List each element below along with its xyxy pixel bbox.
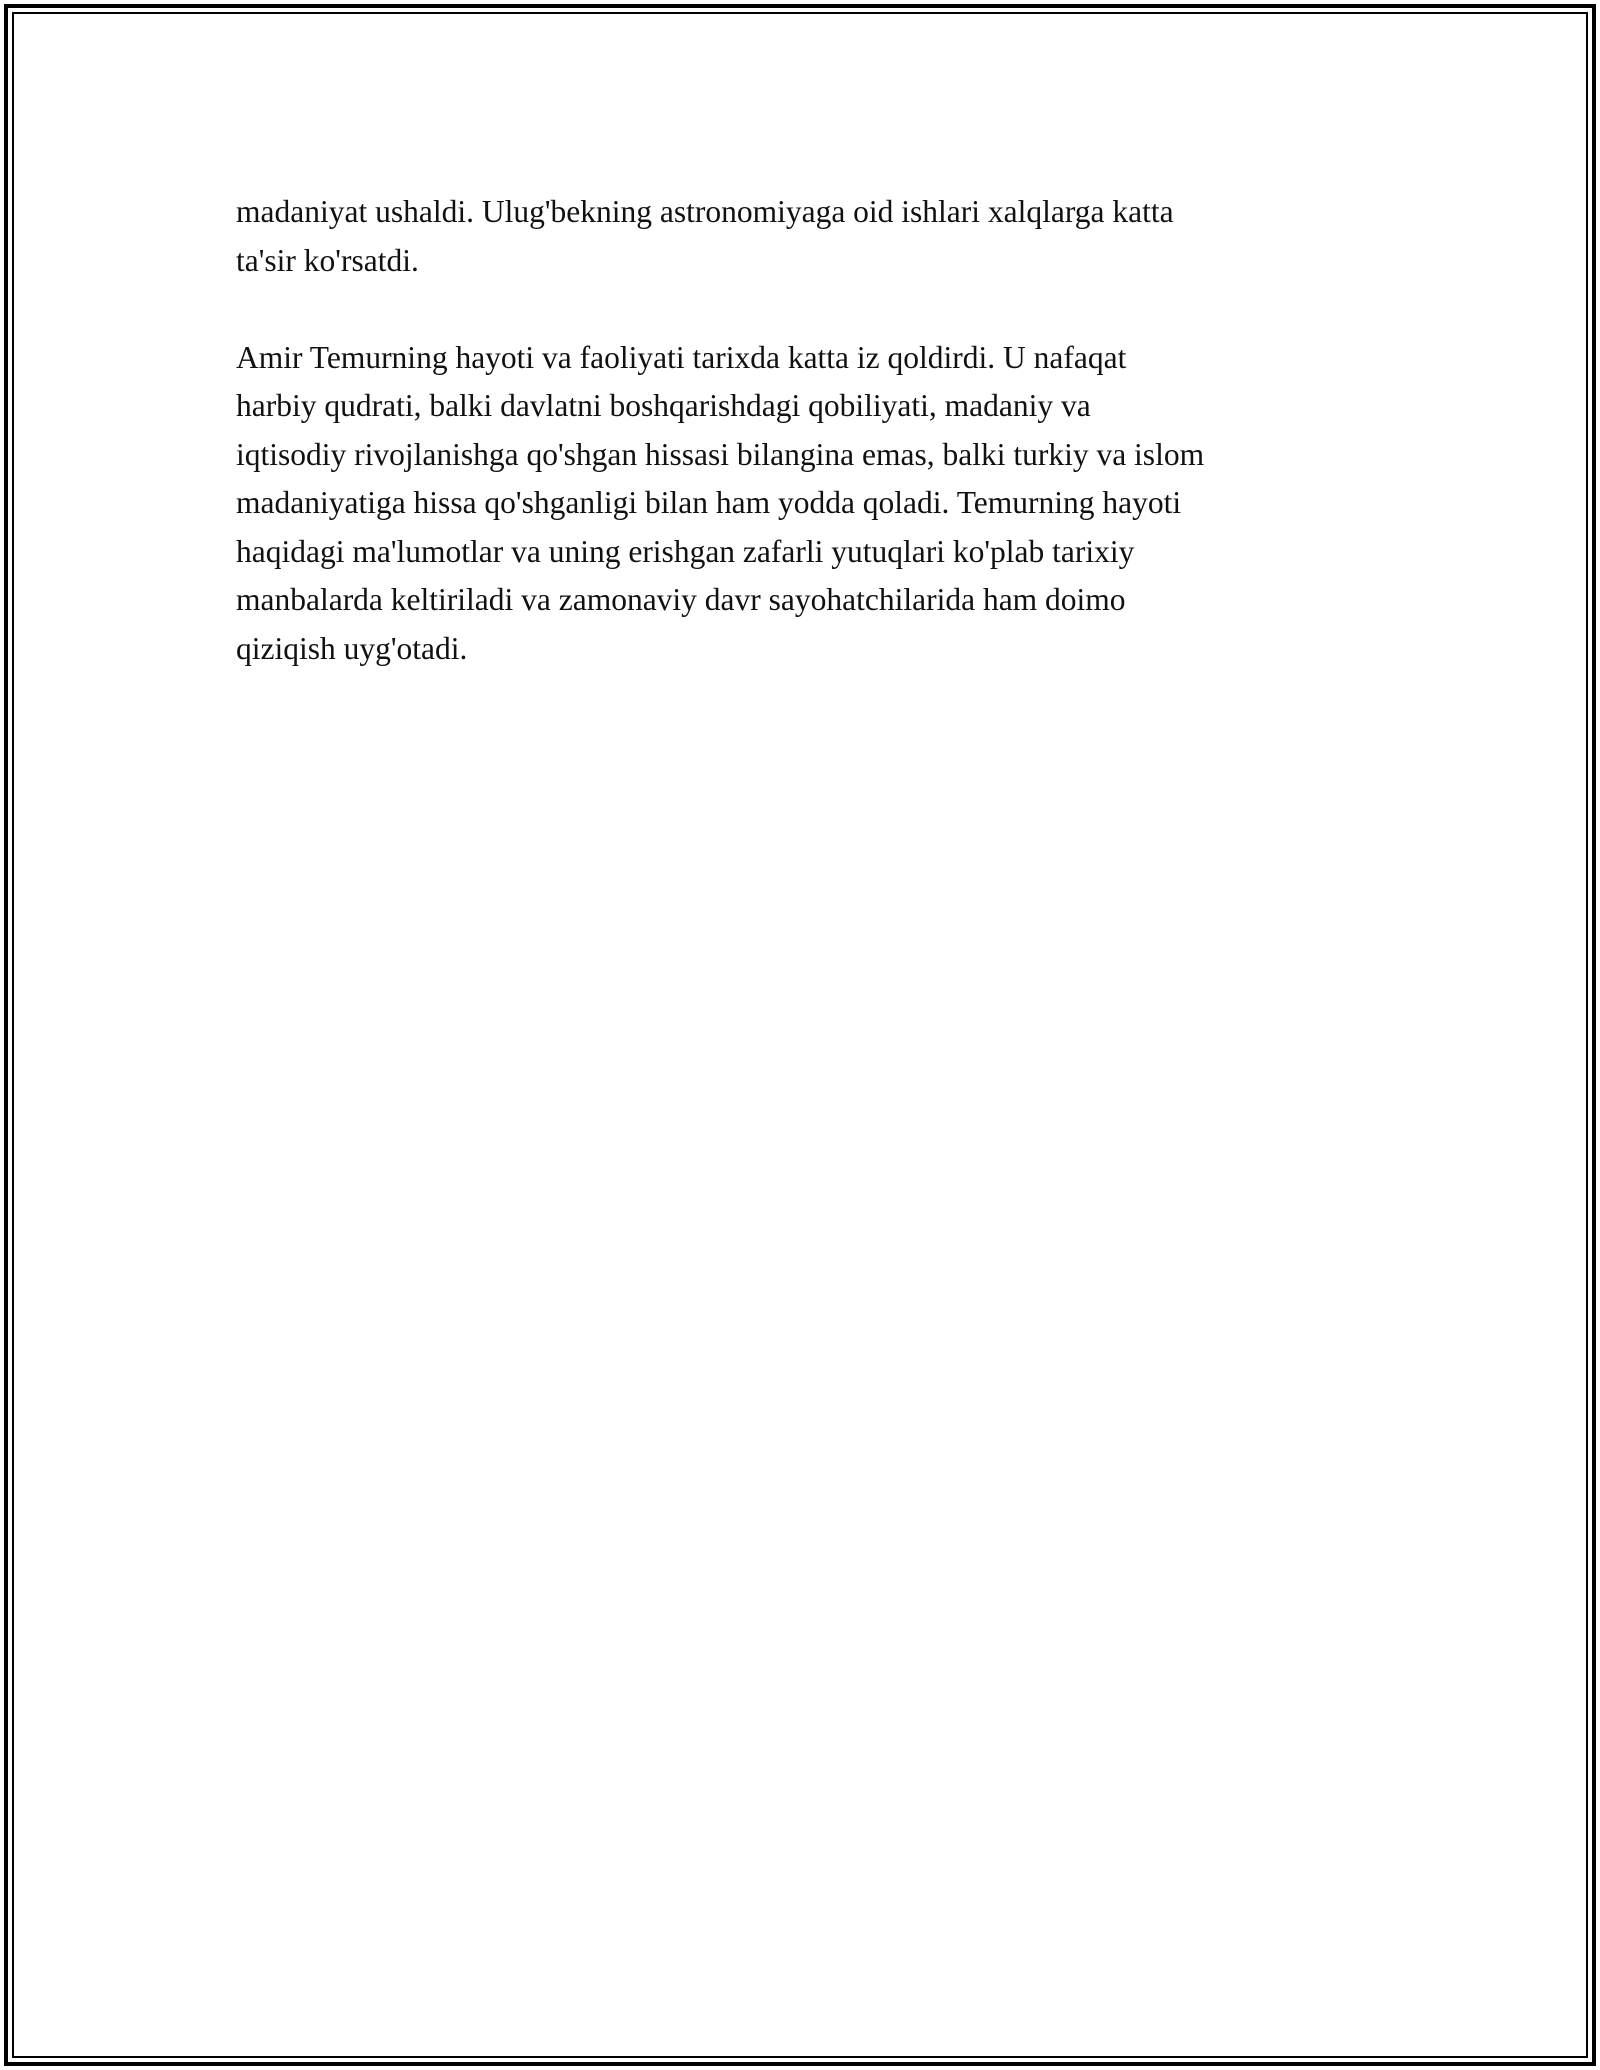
text-line: iqtisodiy rivojlanishga qo'shgan hissasi bilangina emas, balki turkiy va islom: [236, 436, 1205, 472]
text-line: haqidagi ma'lumotlar va uning erishgan zafarli yutuqlari ko'plab tarixiy: [236, 533, 1135, 569]
text-line: ta'sir ko'rsatdi.: [236, 242, 419, 278]
text-line: qiziqish uyg'otadi.: [236, 630, 468, 666]
text-line: Amir Temurning hayoti va faoliyati tarixda katta iz qoldirdi. U nafaqat: [236, 339, 1127, 375]
paragraph-1: [236, 188, 1366, 285]
text-line: madaniyatiga hissa qo'shganligi bilan ham yodda qoladi. Temurning hayoti: [236, 485, 1182, 520]
paragraph-2: [236, 334, 1366, 674]
document-body: [236, 188, 1366, 673]
text-line: madaniyat ushaldi. Ulug'bekning astronomiyaga oid ishlari xalqlarga katta: [236, 194, 1174, 229]
text-line: manbalarda keltiriladi va zamonaviy davr sayohatchilarida ham doimo: [236, 582, 1126, 617]
text-line: harbiy qudrati, balki davlatni boshqarishdagi qobiliyati, madaniy va: [236, 388, 1091, 423]
